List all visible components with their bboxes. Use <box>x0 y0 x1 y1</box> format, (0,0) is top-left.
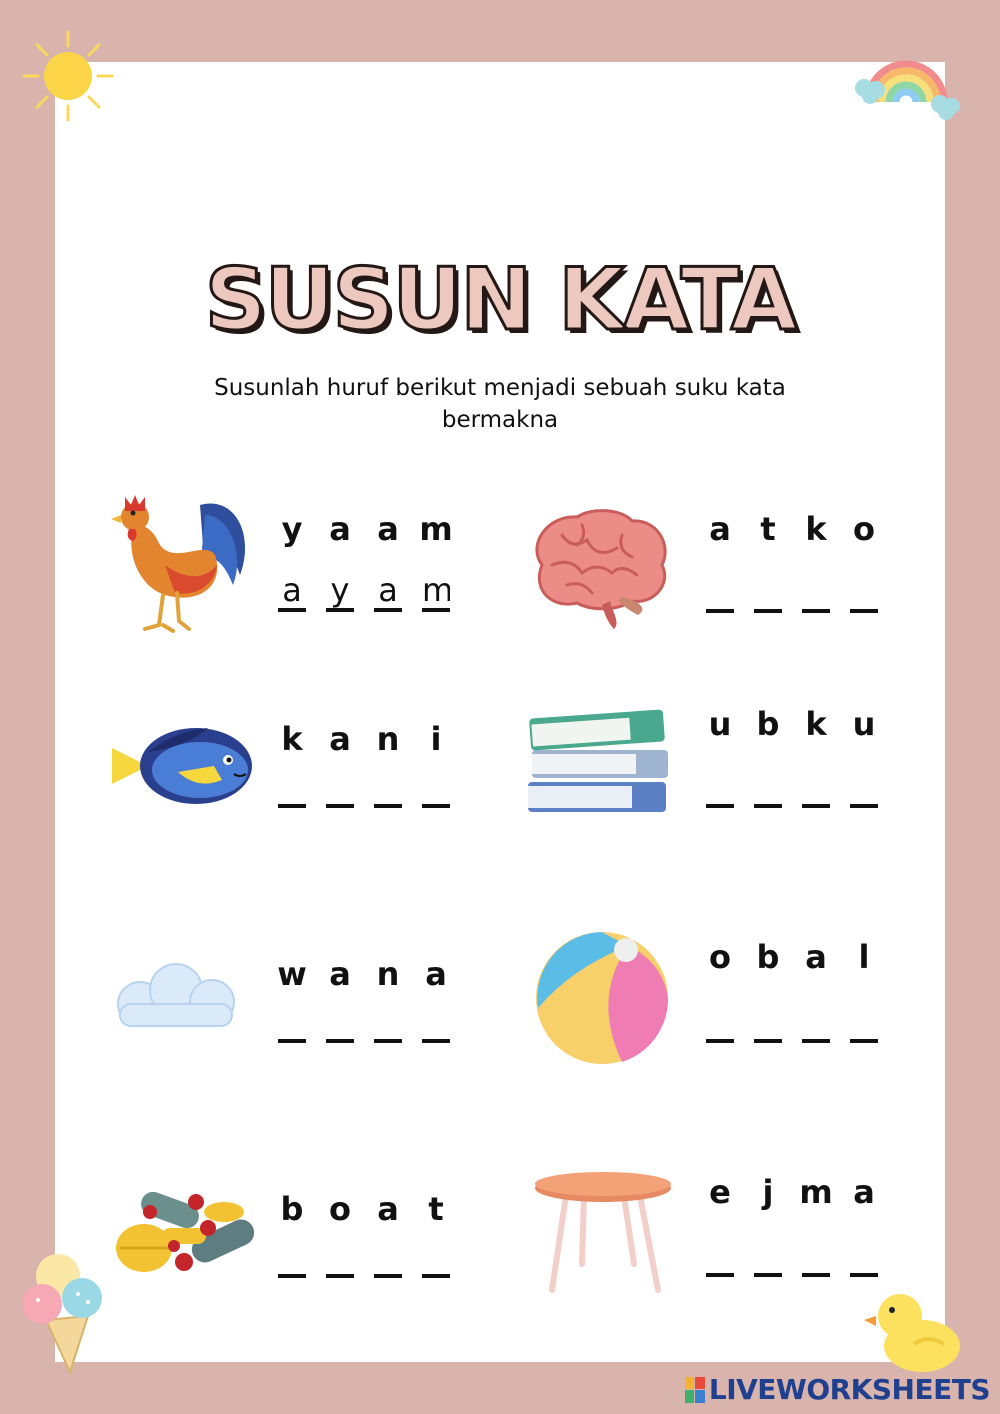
answer-slot[interactable] <box>326 768 354 808</box>
rooster-icon <box>105 485 255 645</box>
answer-input[interactable] <box>850 1003 878 1039</box>
answer-slot[interactable] <box>374 572 402 612</box>
rainbow-icon <box>850 40 960 120</box>
answer-slot[interactable] <box>802 768 830 808</box>
page-title: SUSUN KATA <box>204 250 796 350</box>
answer-slot[interactable] <box>754 1003 782 1043</box>
answer-slot[interactable] <box>278 768 306 808</box>
answer-slot[interactable] <box>422 1003 450 1043</box>
answer-slot[interactable] <box>706 1237 734 1277</box>
answer-slot[interactable] <box>754 573 782 613</box>
letter-tile: a <box>329 510 351 548</box>
answer-slot[interactable] <box>326 572 354 612</box>
letter-tile: b <box>280 1190 304 1228</box>
answer-slot[interactable] <box>802 573 830 613</box>
answer-input[interactable] <box>754 573 782 609</box>
letter-tile: b <box>756 938 780 976</box>
answer-input[interactable] <box>802 1003 830 1039</box>
answer-slot[interactable] <box>374 1238 402 1278</box>
letter-tile: t <box>428 1190 444 1228</box>
books-icon <box>522 702 672 820</box>
answer-input[interactable] <box>422 768 450 804</box>
scrambled-letters <box>696 705 888 743</box>
brand-mark-icon <box>685 1377 705 1403</box>
answer-row <box>706 768 898 808</box>
letter-tile: n <box>376 955 400 993</box>
answer-input[interactable] <box>754 768 782 804</box>
letter-tile: k <box>281 720 303 758</box>
answer-slot[interactable] <box>422 768 450 808</box>
answer-input[interactable] <box>802 768 830 804</box>
answer-slot[interactable] <box>706 573 734 613</box>
answer-input[interactable] <box>374 572 402 608</box>
answer-slot[interactable] <box>850 573 878 613</box>
letter-tile: b <box>756 705 780 743</box>
letter-tile: y <box>281 510 303 548</box>
answer-input[interactable] <box>278 768 306 804</box>
letter-tile: e <box>709 1173 731 1211</box>
answer-input[interactable] <box>374 1238 402 1274</box>
letter-tile: i <box>430 720 442 758</box>
letter-tile: a <box>805 938 827 976</box>
answer-input[interactable] <box>706 1237 734 1273</box>
answer-slot[interactable] <box>422 572 450 612</box>
answer-input[interactable] <box>326 768 354 804</box>
scrambled-letters <box>268 720 460 758</box>
letter-tile: o <box>329 1190 351 1228</box>
letter-tile: t <box>760 510 776 548</box>
letter-tile: m <box>419 510 453 548</box>
answer-input[interactable] <box>326 1003 354 1039</box>
answer-row <box>278 572 470 612</box>
letter-tile: o <box>853 510 875 548</box>
answer-slot[interactable] <box>278 1238 306 1278</box>
letter-tile: a <box>709 510 731 548</box>
answer-input[interactable] <box>706 768 734 804</box>
letter-tile: k <box>805 705 827 743</box>
answer-input[interactable] <box>802 573 830 609</box>
answer-slot[interactable] <box>326 1238 354 1278</box>
answer-input[interactable] <box>706 1003 734 1039</box>
answer-input[interactable] <box>326 1238 354 1274</box>
letter-tile: a <box>377 1190 399 1228</box>
sun-icon <box>20 28 116 124</box>
answer-slot[interactable] <box>374 768 402 808</box>
scrambled-letters <box>696 510 888 548</box>
answer-row <box>706 573 898 613</box>
answer-slot[interactable] <box>278 1003 306 1043</box>
scrambled-letters <box>696 1173 888 1211</box>
fish-icon <box>108 722 254 810</box>
answer-input[interactable] <box>374 1003 402 1039</box>
scrambled-letters <box>268 510 460 548</box>
answer-row <box>278 768 470 808</box>
answer-input[interactable] <box>850 1237 878 1273</box>
beach-ball-icon <box>532 928 672 1068</box>
letter-tile: k <box>805 510 827 548</box>
answer-input[interactable] <box>706 573 734 609</box>
answer-input[interactable] <box>802 1237 830 1273</box>
answer-input[interactable] <box>422 1003 450 1039</box>
ice-cream-icon <box>18 1250 110 1380</box>
answer-slot[interactable] <box>754 1237 782 1277</box>
table-icon <box>530 1168 676 1296</box>
brand-logo[interactable] <box>685 1373 990 1406</box>
answer-slot[interactable] <box>850 1237 878 1277</box>
cloud-icon <box>100 960 252 1034</box>
brain-icon <box>522 505 672 630</box>
answer-slot[interactable] <box>850 1003 878 1043</box>
answer-slot[interactable] <box>706 768 734 808</box>
answer-slot[interactable] <box>850 768 878 808</box>
duck-icon <box>862 1282 962 1378</box>
answer-row <box>278 1003 470 1043</box>
answer-input[interactable] <box>850 573 878 609</box>
answer-input[interactable] <box>422 572 450 608</box>
answer-input[interactable] <box>422 1238 450 1274</box>
answer-row <box>278 1238 470 1278</box>
letter-tile: n <box>376 720 400 758</box>
letter-tile: j <box>762 1173 774 1211</box>
brand-name: LIVEWORKSHEETS <box>708 1373 990 1406</box>
letter-tile: a <box>329 720 351 758</box>
scrambled-letters <box>696 938 888 976</box>
answer-slot[interactable] <box>422 1238 450 1278</box>
letter-tile: l <box>858 938 870 976</box>
answer-slot[interactable] <box>326 1003 354 1043</box>
letter-tile: a <box>377 510 399 548</box>
letter-tile: m <box>799 1173 833 1211</box>
answer-slot[interactable] <box>278 572 306 612</box>
answer-input[interactable] <box>326 572 354 608</box>
answer-slot[interactable] <box>754 768 782 808</box>
letter-tile: w <box>277 955 307 993</box>
letter-tile: a <box>329 955 351 993</box>
scrambled-letters <box>268 1190 460 1228</box>
scrambled-letters <box>268 955 460 993</box>
answer-input[interactable] <box>278 1003 306 1039</box>
letter-tile: a <box>853 1173 875 1211</box>
answer-input[interactable] <box>754 1003 782 1039</box>
answer-slot[interactable] <box>802 1003 830 1043</box>
answer-input[interactable] <box>278 1238 306 1274</box>
instruction-text: Susunlah huruf berikut menjadi sebuah suku kata bermakna <box>214 375 786 433</box>
answer-input[interactable] <box>278 572 306 608</box>
answer-input[interactable] <box>754 1237 782 1273</box>
answer-row <box>706 1003 898 1043</box>
answer-input[interactable] <box>374 768 402 804</box>
pills-icon <box>110 1192 260 1284</box>
letter-tile: o <box>709 938 731 976</box>
answer-row <box>706 1237 898 1277</box>
letter-tile: u <box>852 705 876 743</box>
answer-slot[interactable] <box>706 1003 734 1043</box>
answer-slot[interactable] <box>802 1237 830 1277</box>
letter-tile: u <box>708 705 732 743</box>
answer-slot[interactable] <box>374 1003 402 1043</box>
answer-input[interactable] <box>850 768 878 804</box>
letter-tile: a <box>425 955 447 993</box>
